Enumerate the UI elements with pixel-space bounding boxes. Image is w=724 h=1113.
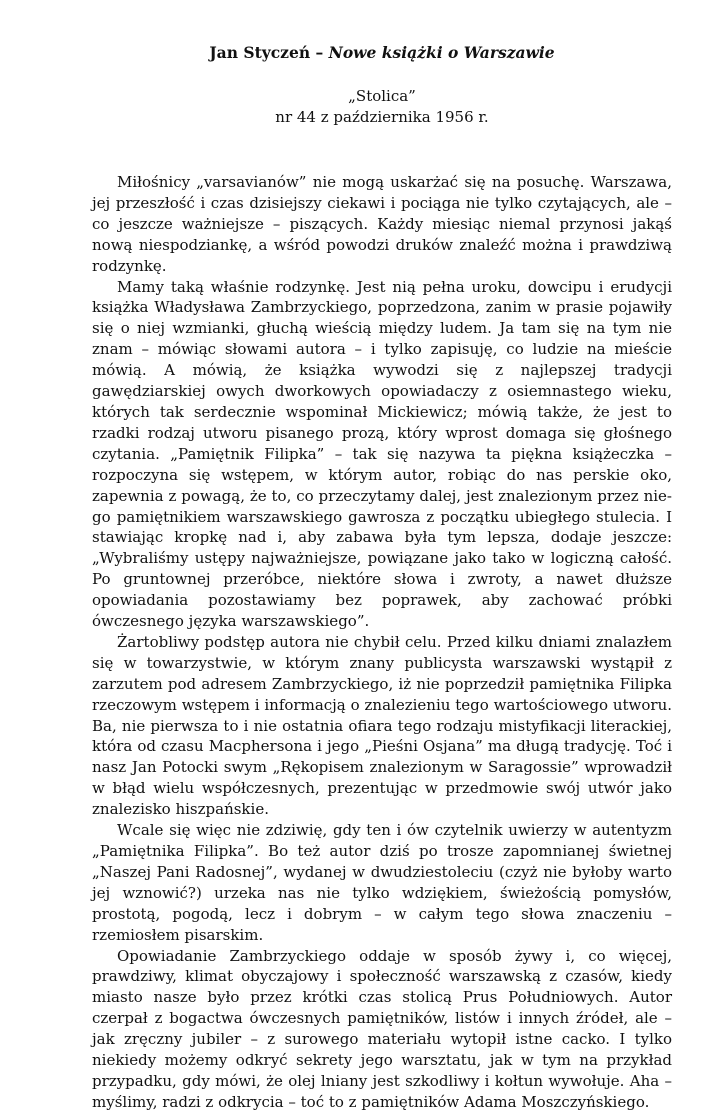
publication-name: „Stolica” (348, 87, 416, 105)
paragraph: Opowiadanie Zambrzyckiego oddaje w sposób żywy i, co więcej, prawdziwy, klimat obyczajowy i społeczność warszawską z czasów, kiedy miasto nasze było przez krótki czas stolicą Prus Południowych. Autor czerpał z bogactwa ówczesnych pamiętników, listów i innych źródeł, ale – jak zręczny jubiler – z surowego materiału wytopił istne cacko. I tylko niekiedy możemy odkryć sekrety jego warsztatu, jak w tym na przykład przypadku, gdy mówi, że olej lniany jest szkodliwy i kołtun wywołuje. Aha – myślimy, radzi z odkrycia – toć to z pamiętników Adama Moszczyńskiego. (92, 946, 672, 1111)
article-body (92, 172, 672, 1113)
paragraph: Mamy taką właśnie rodzynkę. Jest nią pełna uroku, dowcipu i erudycji książka Władysława Zambrzyckiego, poprzedzona, zanim w prasie pojawiły się o niej wzmianki, głuchą wieścią między ludem. Ja tam się na tym nie znam – mówiąc słowami autora – i tylko zapisuję, co ludzie na mieście mówią. A mówią, że książka wywodzi się z najlepszej tradycji gawędziarskiej owych dworkowych opowiadaczy z osiemnastego wieku, których tak serdecznie wspominał Mickiewicz; mówią także, że jest to rzadki rodzaj utworu pisanego prozą, który wprost domaga się głośnego czytania. „Pamiętnik Filipka” – tak się nazywa ta piękna książeczka – rozpoczyna się wstępem, w którym autor, robiąc do nas perskie oko, zapewnia z powagą, że to, co przeczytamy dalej, jest znalezionym przez niego pamiętnikiem warszawskiego gawrosza z początku ubiegłego stulecia. I stawiając kropkę nad i, aby zabawa była tym lepsza, dodaje jeszcze: „Wybraliśmy ustępy najważniejsze, powiązane jako tako w logiczną całość. Po gruntownej przeróbce, niektóre słowa i zwroty, a nawet dłuższe opowiadania pozostawiamy bez poprawek, aby zachować próbki ówczesnego języka warszawskiego”. (92, 277, 672, 631)
source-info (92, 86, 672, 128)
author-name: Jan Styczeń (209, 43, 311, 62)
heading-separator: – (310, 43, 329, 62)
article-heading (92, 42, 672, 64)
issue-info: nr 44 z października 1956 r. (275, 108, 489, 126)
paragraph: Miłośnicy „varsavianów” nie mogą uskarżać się na posuchę. Warszawa, jej przeszłość i czas dzisiejszy ciekawi i pociąga nie tylko czytających, ale – co jeszcze ważniejsze – piszących. Każdy miesiąc niemal przynosi jakąś nową niespodziankę, a wśród powodzi druków znaleźć można i prawdziwą rodzynkę. (92, 173, 672, 275)
document-page (92, 42, 672, 1113)
paragraph: Żartobliwy podstęp autora nie chybił celu. Przed kilku dniami znalazłem się w towarzystwie, w którym znany publicysta warszawski wystąpił z zarzutem pod adresem Zambrzyckiego, iż nie poprzedził pamiętnika Filipka rzeczowym wstępem i informacją o znalezieniu tego wartościowego utworu. Ba, nie pierwsza to i nie ostatnia ofiara tego rodzaju mistyfikacji literackiej, która od czasu Macphersona i jego „Pieśni Osjana” ma długą tradycję. Toć i nasz Jan Potocki swym „Rękopisem znalezionym w Saragossie” wprowadził w błąd wielu współczesnych, prezentując w przedmowie swój utwór jako znalezisko hiszpańskie. (92, 632, 672, 819)
book-title: Nowe książki o Warszawie (328, 43, 555, 62)
paragraph: Wcale się więc nie zdziwię, gdy ten i ów czytelnik uwierzy w autentyzm „Pamiętnika Filipka”. Bo też autor dziś po trosze zapomnianej świetnej „Naszej Pani Radosnej”, wydanej w dwudziestoleciu (czyż nie byłoby warto jej wznowić?) urzeka nas nie tylko wdziękiem, świeżością pomysłów, prostotą, pogodą, lecz i dobrym – w całym tego słowa znaczeniu – rzemiosłem pisarskim. (92, 821, 672, 944)
